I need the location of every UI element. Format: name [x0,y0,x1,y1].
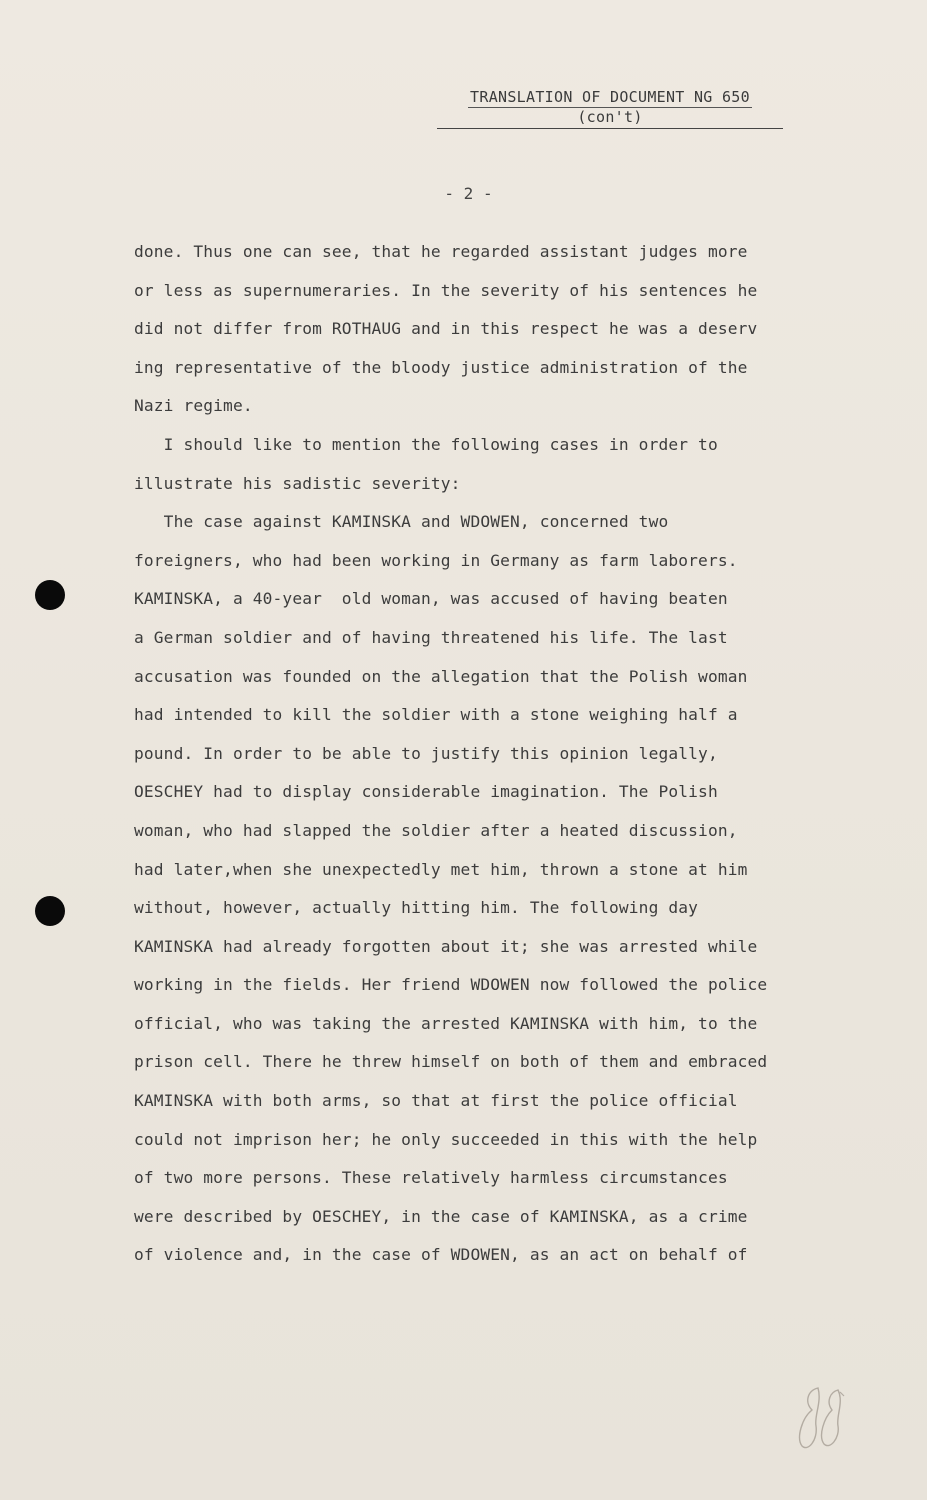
text-line: were described by OESCHEY, in the case of KAMINSKA, as a crime [134,1206,748,1226]
text-line: foreigners, who had been working in Germany as farm laborers. [134,550,738,570]
document-header [437,88,783,127]
document-subtitle: (con't) [577,108,643,126]
text-line: of violence and, in the case of WDOWEN, as an act on behalf of [134,1245,748,1265]
text-line: illustrate his sadistic severity: [134,473,461,493]
text-line: official, who was taking the arrested KAMINSKA with him, to the [134,1013,758,1033]
text-line: Nazi regime. [134,396,253,416]
text-line: accusation was founded on the allegation that the Polish woman [134,666,748,686]
text-line: had later,when she unexpectedly met him, thrown a stone at him [134,859,748,879]
text-line: could not imprison her; he only succeeded in this with the help [134,1129,758,1149]
text-line: The case against KAMINSKA and WDOWEN, concerned two [134,512,669,532]
pencil-numeral-icon [788,1380,858,1460]
text-line: working in the fields. Her friend WDOWEN now followed the police [134,975,768,995]
text-line: ing representative of the bloody justice administration of the [134,357,748,377]
header-underline [437,128,783,129]
text-line: without, however, actually hitting him. The following day [134,898,699,918]
punch-hole [35,580,65,610]
text-line: did not differ from ROTHAUG and in this respect he was a deserv [134,319,758,339]
text-line: KAMINSKA with both arms, so that at first the police official [134,1091,738,1111]
text-line: woman, who had slapped the soldier after a heated discussion, [134,820,738,840]
text-line: a German soldier and of having threatened his life. The last [134,627,728,647]
text-line: I should like to mention the following cases in order to [134,434,718,454]
text-line: KAMINSKA had already forgotten about it; she was arrested while [134,936,758,956]
text-line: or less as supernumeraries. In the severity of his sentences he [134,280,758,300]
document-title: TRANSLATION OF DOCUMENT NG 650 [470,88,750,106]
text-line: KAMINSKA, a 40-year old woman, was accused of having beaten [134,589,728,609]
punch-hole [35,896,65,926]
page-number: - 2 - [444,184,493,203]
text-line: of two more persons. These relatively harmless circumstances [134,1168,728,1188]
text-line: pound. In order to be able to justify this opinion legally, [134,743,718,763]
handwritten-mark [788,1380,858,1464]
text-line: prison cell. There he threw himself on both of them and embraced [134,1052,768,1072]
text-line: had intended to kill the soldier with a stone weighing half a [134,705,738,725]
body-text [134,240,869,1282]
text-line: done. Thus one can see, that he regarded assistant judges more [134,242,748,261]
text-line: OESCHEY had to display considerable imagination. The Polish [134,782,718,802]
